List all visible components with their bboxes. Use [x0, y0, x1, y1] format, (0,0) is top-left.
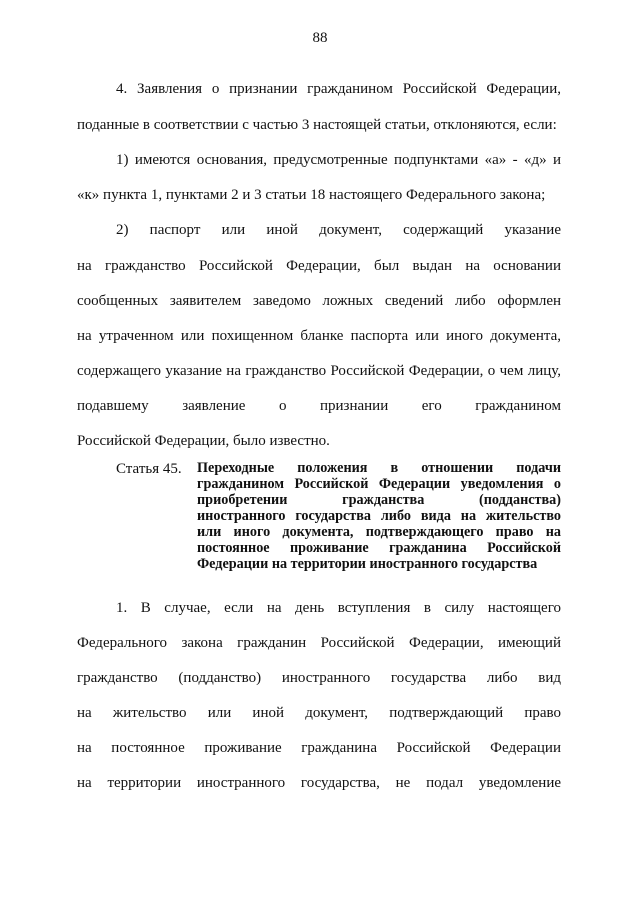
item-1-line-2: «к» пункта 1, пунктами 2 и 3 статьи 18 настоящего Федерального закона;	[77, 187, 546, 203]
article-title-line-3: приобретении гражданства (подданства)	[197, 492, 561, 508]
article-45-paragraph-1-line-3: гражданство (подданство) иностранного государства либо вид	[77, 670, 561, 686]
item-2-line-2: на гражданство Российской Федерации, был выдан на основании	[77, 258, 561, 274]
article-title-line-2: гражданином Российской Федерации уведомления о	[197, 476, 561, 492]
item-2-line-3: сообщенных заявителем заведомо ложных сведений либо оформлен	[77, 293, 561, 309]
article-title-line-6: постоянное проживание гражданина Российской	[197, 540, 561, 556]
article-45-paragraph-1-line-4: на жительство или иной документ, подтверждающий право	[77, 705, 561, 721]
article-title-line-5: или иного документа, подтверждающего право на	[197, 524, 561, 540]
article-label: Статья 45.	[116, 461, 182, 477]
item-2-line-6: подавшему заявление о признании его гражданином	[77, 398, 561, 414]
article-title-line-1: Переходные положения в отношении подачи	[197, 460, 561, 476]
item-2-line-5: содержащего указание на гражданство Российской Федерации, о чем лицу,	[77, 363, 561, 379]
item-2-line-7: Российской Федерации, было известно.	[77, 433, 330, 449]
paragraph-4-line-1: 4. Заявления о признании гражданином Российской Федерации,	[116, 81, 561, 97]
article-45-paragraph-1-line-6: на территории иностранного государства, не подал уведомление	[77, 775, 561, 791]
item-2-line-1: 2) паспорт или иной документ, содержащий указание	[116, 222, 561, 238]
page-number: 88	[312, 30, 328, 46]
article-title-line-7: Федерации на территории иностранного государства	[197, 556, 538, 572]
item-2-line-4: на утраченном или похищенном бланке паспорта или иного документа,	[77, 328, 561, 344]
article-45-paragraph-1-line-2: Федерального закона гражданин Российской Федерации, имеющий	[77, 635, 561, 651]
paragraph-4-line-2: поданные в соответствии с частью 3 настоящей статьи, отклоняются, если:	[77, 117, 557, 133]
article-45-paragraph-1-line-1: 1. В случае, если на день вступления в силу настоящего	[116, 600, 561, 616]
item-1-line-1: 1) имеются основания, предусмотренные подпунктами «а» - «д» и	[116, 152, 561, 168]
article-45-paragraph-1-line-5: на постоянное проживание гражданина Российской Федерации	[77, 740, 561, 756]
article-title-line-4: иностранного государства либо вида на жительство	[197, 508, 561, 524]
